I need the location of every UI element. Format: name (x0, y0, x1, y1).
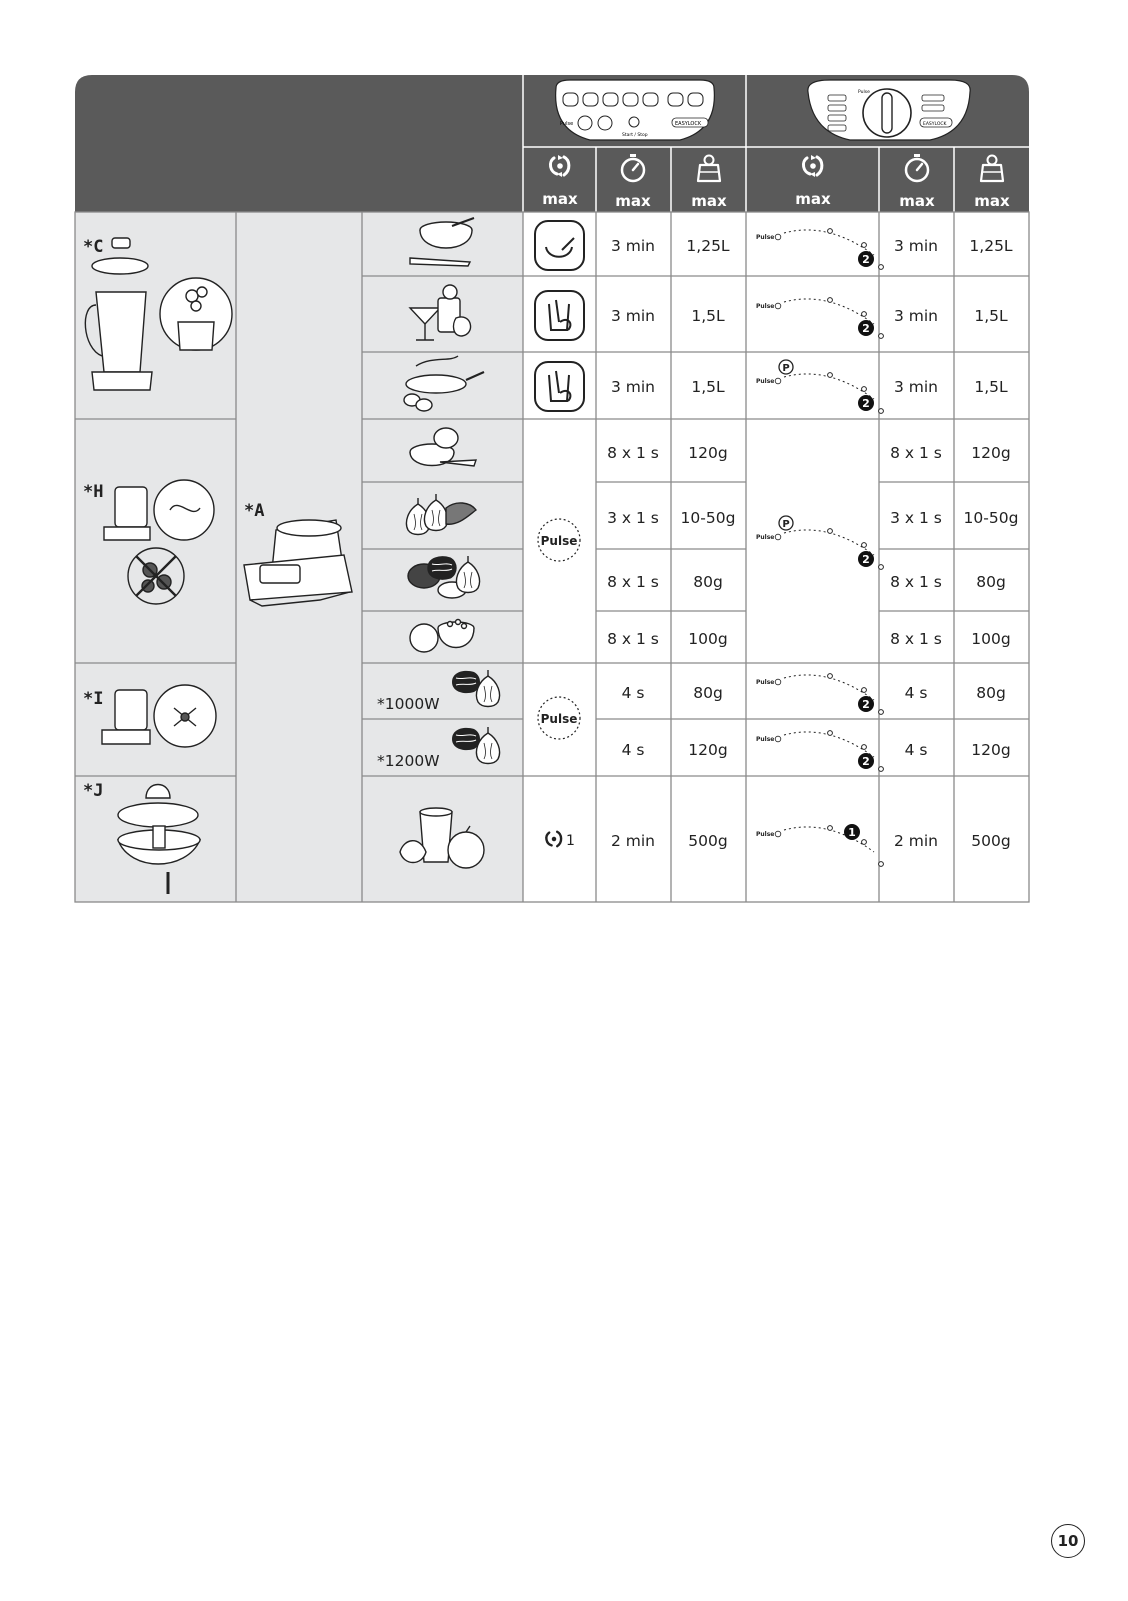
svg-text:P: P (782, 363, 790, 374)
quantity-cell: 80g (976, 684, 1006, 702)
food-power-label: *1000W (377, 695, 440, 713)
time-cell: 8 x 1 s (890, 573, 942, 591)
max-label: max (899, 192, 935, 210)
svg-text:Pulse: Pulse (540, 712, 578, 726)
quantity-cell: 1,5L (691, 378, 725, 396)
control-panel-dial (808, 80, 970, 140)
dial-pulse-label: Pulse (756, 378, 775, 385)
max-label: max (691, 192, 727, 210)
svg-text:2: 2 (862, 253, 870, 266)
panel1-start-label: Start / Stop (622, 133, 648, 138)
page-number: 10 (1051, 1524, 1085, 1558)
svg-text:2: 2 (862, 322, 870, 335)
dial-pulse-label: Pulse (756, 736, 775, 743)
max-label: max (974, 192, 1010, 210)
time-cell: 4 s (904, 684, 928, 702)
max-label: max (615, 192, 651, 210)
pulse-button (538, 697, 580, 739)
time-cell: 3 min (610, 237, 656, 255)
control-panel-electronic (556, 80, 715, 140)
svg-text:Pulse: Pulse (540, 534, 578, 548)
dial-pulse-label: Pulse (756, 234, 775, 241)
time-cell: 4 s (904, 741, 928, 759)
quantity-cell: 120g (971, 444, 1011, 462)
svg-text:2: 2 (862, 698, 870, 711)
quantity-cell: 80g (693, 573, 723, 591)
svg-text:2: 2 (862, 553, 870, 566)
panel1-easylock-label: EASYLOCK (675, 121, 702, 127)
quantity-cell: 500g (971, 832, 1011, 850)
time-cell: 3 min (610, 378, 656, 396)
svg-text:P: P (782, 519, 790, 530)
max-label: max (542, 190, 578, 208)
dial-pulse-label: Pulse (756, 831, 775, 838)
time-cell: 2 min (893, 832, 939, 850)
quantity-cell: 1,25L (969, 237, 1013, 255)
quantity-cell: 100g (688, 630, 728, 648)
quantity-cell: 1,25L (686, 237, 730, 255)
time-cell: 8 x 1 s (607, 630, 659, 648)
dial-pulse-label: Pulse (756, 679, 775, 686)
svg-text:2: 2 (862, 397, 870, 410)
pulse-button (538, 519, 580, 561)
accessory-label: *C (83, 237, 104, 257)
quantity-cell: 80g (976, 573, 1006, 591)
time-cell: 3 min (893, 237, 939, 255)
dial-pulse-label: Pulse (756, 534, 775, 541)
pulse-p-icon (779, 516, 793, 530)
quantity-cell: 120g (688, 444, 728, 462)
max-label: max (795, 190, 831, 208)
accessory-label: *J (83, 781, 104, 801)
pulse-p-icon (779, 360, 793, 374)
quantity-cell: 1,5L (691, 307, 725, 325)
quantity-cell: 1,5L (974, 378, 1008, 396)
time-cell: 8 x 1 s (890, 630, 942, 648)
quantity-cell: 10-50g (963, 509, 1019, 527)
panel2-easylock-label: EASYLOCK (923, 122, 947, 127)
accessory-label: *I (83, 689, 104, 709)
accessory-label: *H (83, 482, 104, 502)
svg-text:2: 2 (862, 755, 870, 768)
time-cell: 3 min (893, 378, 939, 396)
time-cell: 2 min (610, 832, 656, 850)
panel2-pulse-label: Pulse (858, 90, 870, 95)
quantity-cell: 10-50g (680, 509, 736, 527)
quantity-cell: 120g (688, 741, 728, 759)
svg-text:1: 1 (848, 826, 856, 839)
time-cell: 3 min (893, 307, 939, 325)
time-cell: 8 x 1 s (607, 573, 659, 591)
panel1-pulse-label: Pulse (560, 121, 574, 127)
quantity-cell: 80g (693, 684, 723, 702)
base-label: *A (244, 501, 265, 521)
food-power-label: *1200W (377, 752, 440, 770)
time-cell: 4 s (621, 741, 645, 759)
svg-text:1: 1 (566, 833, 575, 849)
quantity-cell: 100g (971, 630, 1011, 648)
dial-pulse-label: Pulse (756, 303, 775, 310)
time-cell: 3 x 1 s (890, 509, 942, 527)
time-cell: 8 x 1 s (607, 444, 659, 462)
quantity-cell: 1,5L (974, 307, 1008, 325)
quantity-cell: 120g (971, 741, 1011, 759)
time-cell: 4 s (621, 684, 645, 702)
quantity-cell: 500g (688, 832, 728, 850)
time-cell: 3 x 1 s (607, 509, 659, 527)
time-cell: 8 x 1 s (890, 444, 942, 462)
time-cell: 3 min (610, 307, 656, 325)
